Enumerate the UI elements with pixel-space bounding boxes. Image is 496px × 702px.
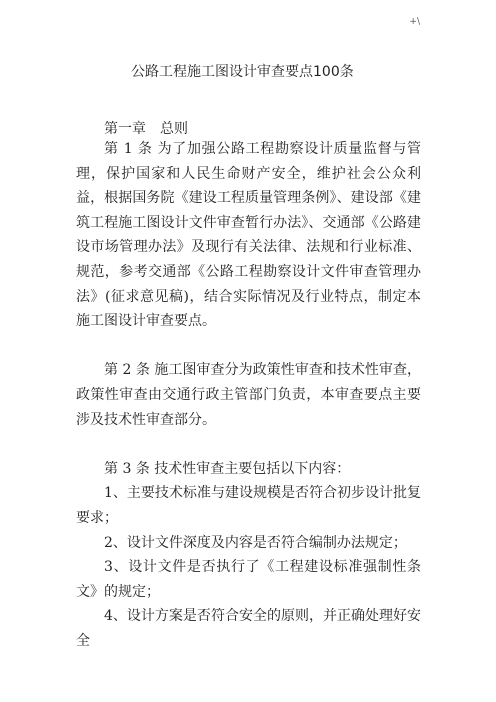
document-title: 公路工程施工图设计审查要点100条 [131, 64, 354, 80]
list-item: 1、主要技术标准与建设规模是否符合初步设计批复要求； [76, 485, 421, 526]
chapter-heading [104, 118, 188, 138]
corner-mark: +\ [409, 17, 420, 27]
list-item: 3、设计文件是否执行了《工程建设标准强制性条文》的规定； [76, 559, 421, 600]
document-body [76, 137, 421, 653]
list-item: 2、设计文件深度及内容是否符合编制办法规定； [104, 534, 407, 551]
article-3: 第 3 条 技术性审查主要包括以下内容： [104, 460, 351, 477]
article-1: 第 1 条 为了加强公路工程勘察设计质量监督与管理，保护国家和人民生命财产安全，维护社会公众利益，根据国务院《建设工程质量管理条例》、建设部《建筑工程施工图设计文件审查暂行办法》、交通部《公路建设市场管理办法》及现行有关法律、法规和行业标准、规范，参考交通部《公路工程勘察设计文件审查管理办法》(征求意见稿)，结合实际情况及行业特点，制定本施工图设计审查要点。 [76, 141, 421, 330]
chapter-title: 总则 [160, 121, 188, 137]
article-2: 第 2 条 施工图审查分为政策性审查和技术性审查，政策性审查由交通行政主管部门负责，本审查要点主要涉及技术性审查部分。 [76, 362, 421, 428]
list-item: 4、设计方案是否符合安全的原则，并正确处理好安全 [76, 608, 421, 649]
chapter-number: 第一章 [104, 121, 146, 137]
